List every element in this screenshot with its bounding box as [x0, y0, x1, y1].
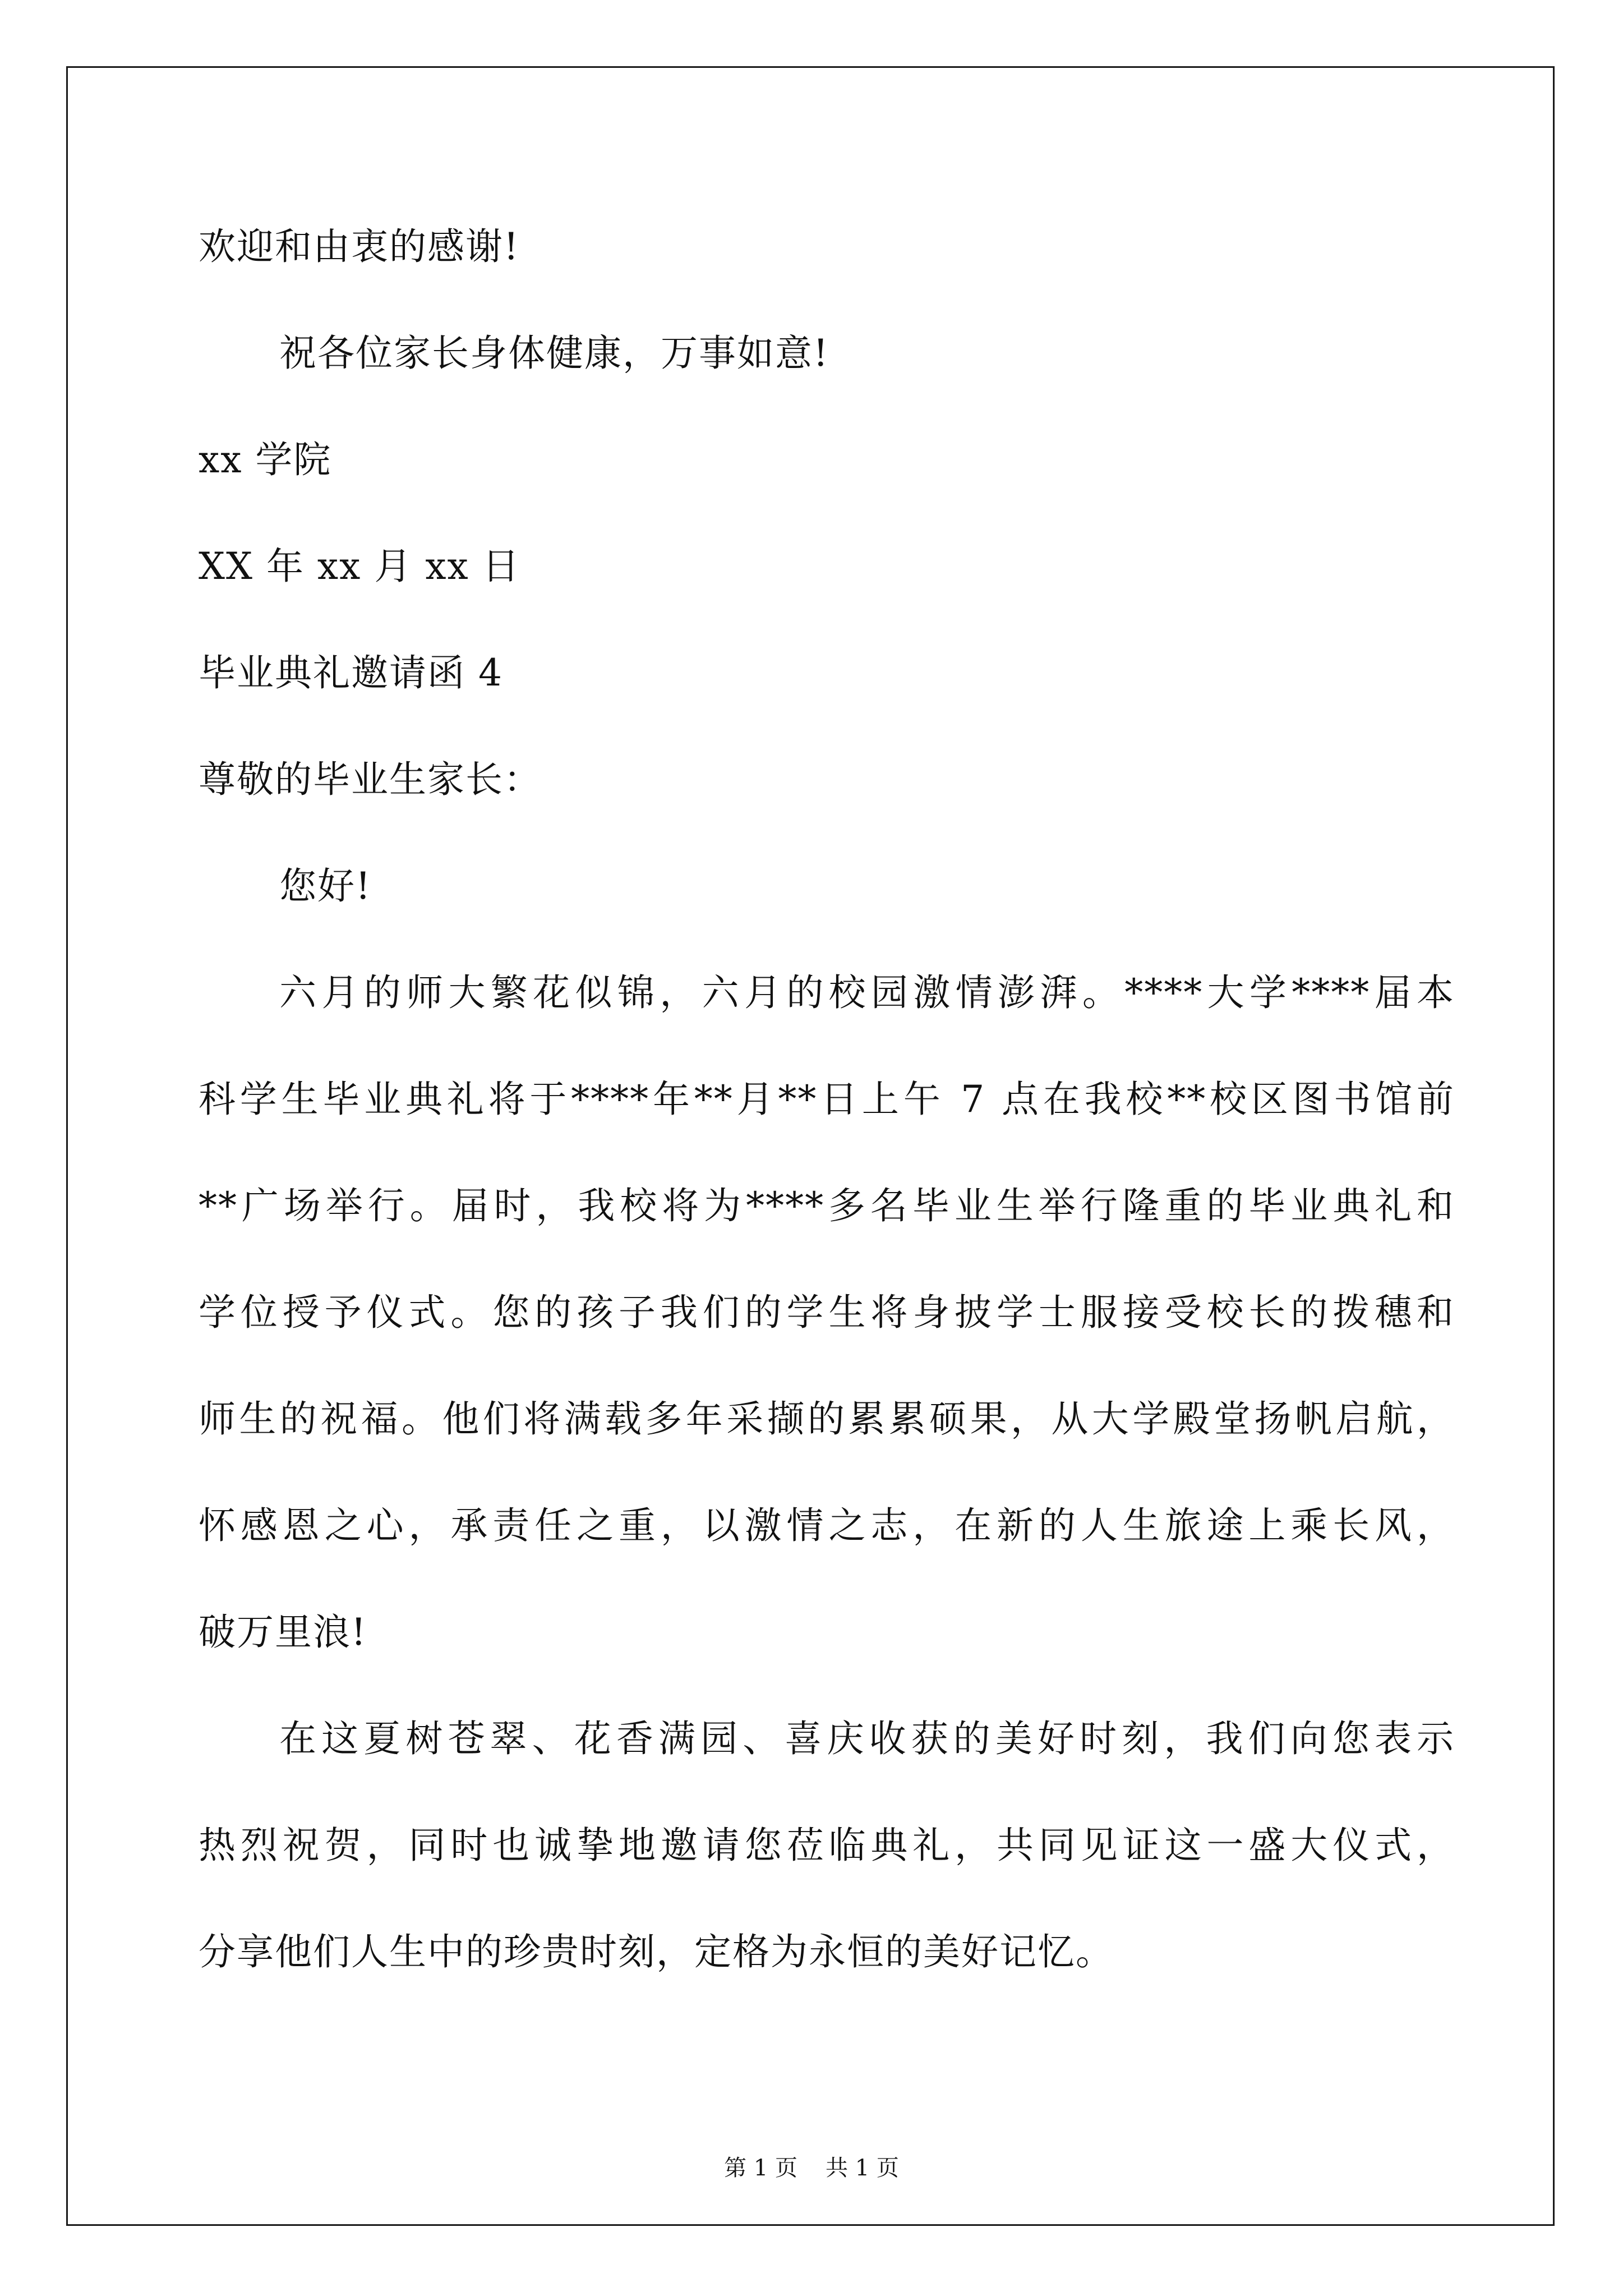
paragraph-1-line-7: 破万里浪!: [199, 1611, 367, 1654]
paragraph-2-line-3: 分享他们人生中的珍贵时刻，定格为永恒的美好记忆。: [199, 1930, 1114, 1973]
salutation: 尊敬的毕业生家长：: [199, 758, 542, 801]
greeting: 您好!: [279, 864, 372, 908]
section-title: 毕业典礼邀请函 4: [199, 651, 503, 694]
page-total: 共 1 页: [826, 2155, 899, 2181]
paragraph-2-line-1: 在这夏树苍翠、花香满园、喜庆收获的美好时刻，我们向您表示: [279, 1717, 1455, 1760]
closing-line: 欢迎和由衷的感谢!: [199, 225, 520, 268]
sender-date: XX 年 xx 月 xx 日: [199, 545, 520, 588]
paragraph-2-line-2: 热烈祝贺，同时也诚挚地邀请您莅临典礼，共同见证这一盛大仪式，: [199, 1824, 1455, 1867]
paragraph-1-line-4: 学位授予仪式。您的孩子我们的学生将身披学士服接受校长的拨穗和: [199, 1291, 1455, 1334]
paragraph-1-line-5: 师生的祝福。他们将满载多年采撷的累累硕果，从大学殿堂扬帆启航，: [199, 1397, 1455, 1441]
paragraph-1-line-2: 科学生毕业典礼将于****年**月**日上午 7 点在我校**校区图书馆前: [199, 1078, 1455, 1121]
paragraph-1-line-3: **广场举行。届时，我校将为****多名毕业生举行隆重的毕业典礼和: [199, 1184, 1455, 1227]
page-number: 第 1 页: [724, 2155, 797, 2181]
page-footer: [0, 2154, 1623, 2182]
page-border: [66, 66, 1555, 2226]
paragraph-1-line-6: 怀感恩之心，承责任之重，以激情之志，在新的人生旅途上乘长风，: [199, 1504, 1455, 1547]
sender-name: xx 学院: [199, 438, 332, 481]
paragraph-1-line-1: 六月的师大繁花似锦，六月的校园激情澎湃。****大学****届本: [279, 971, 1455, 1014]
wishes-line: 祝各位家长身体健康，万事如意!: [279, 332, 829, 375]
